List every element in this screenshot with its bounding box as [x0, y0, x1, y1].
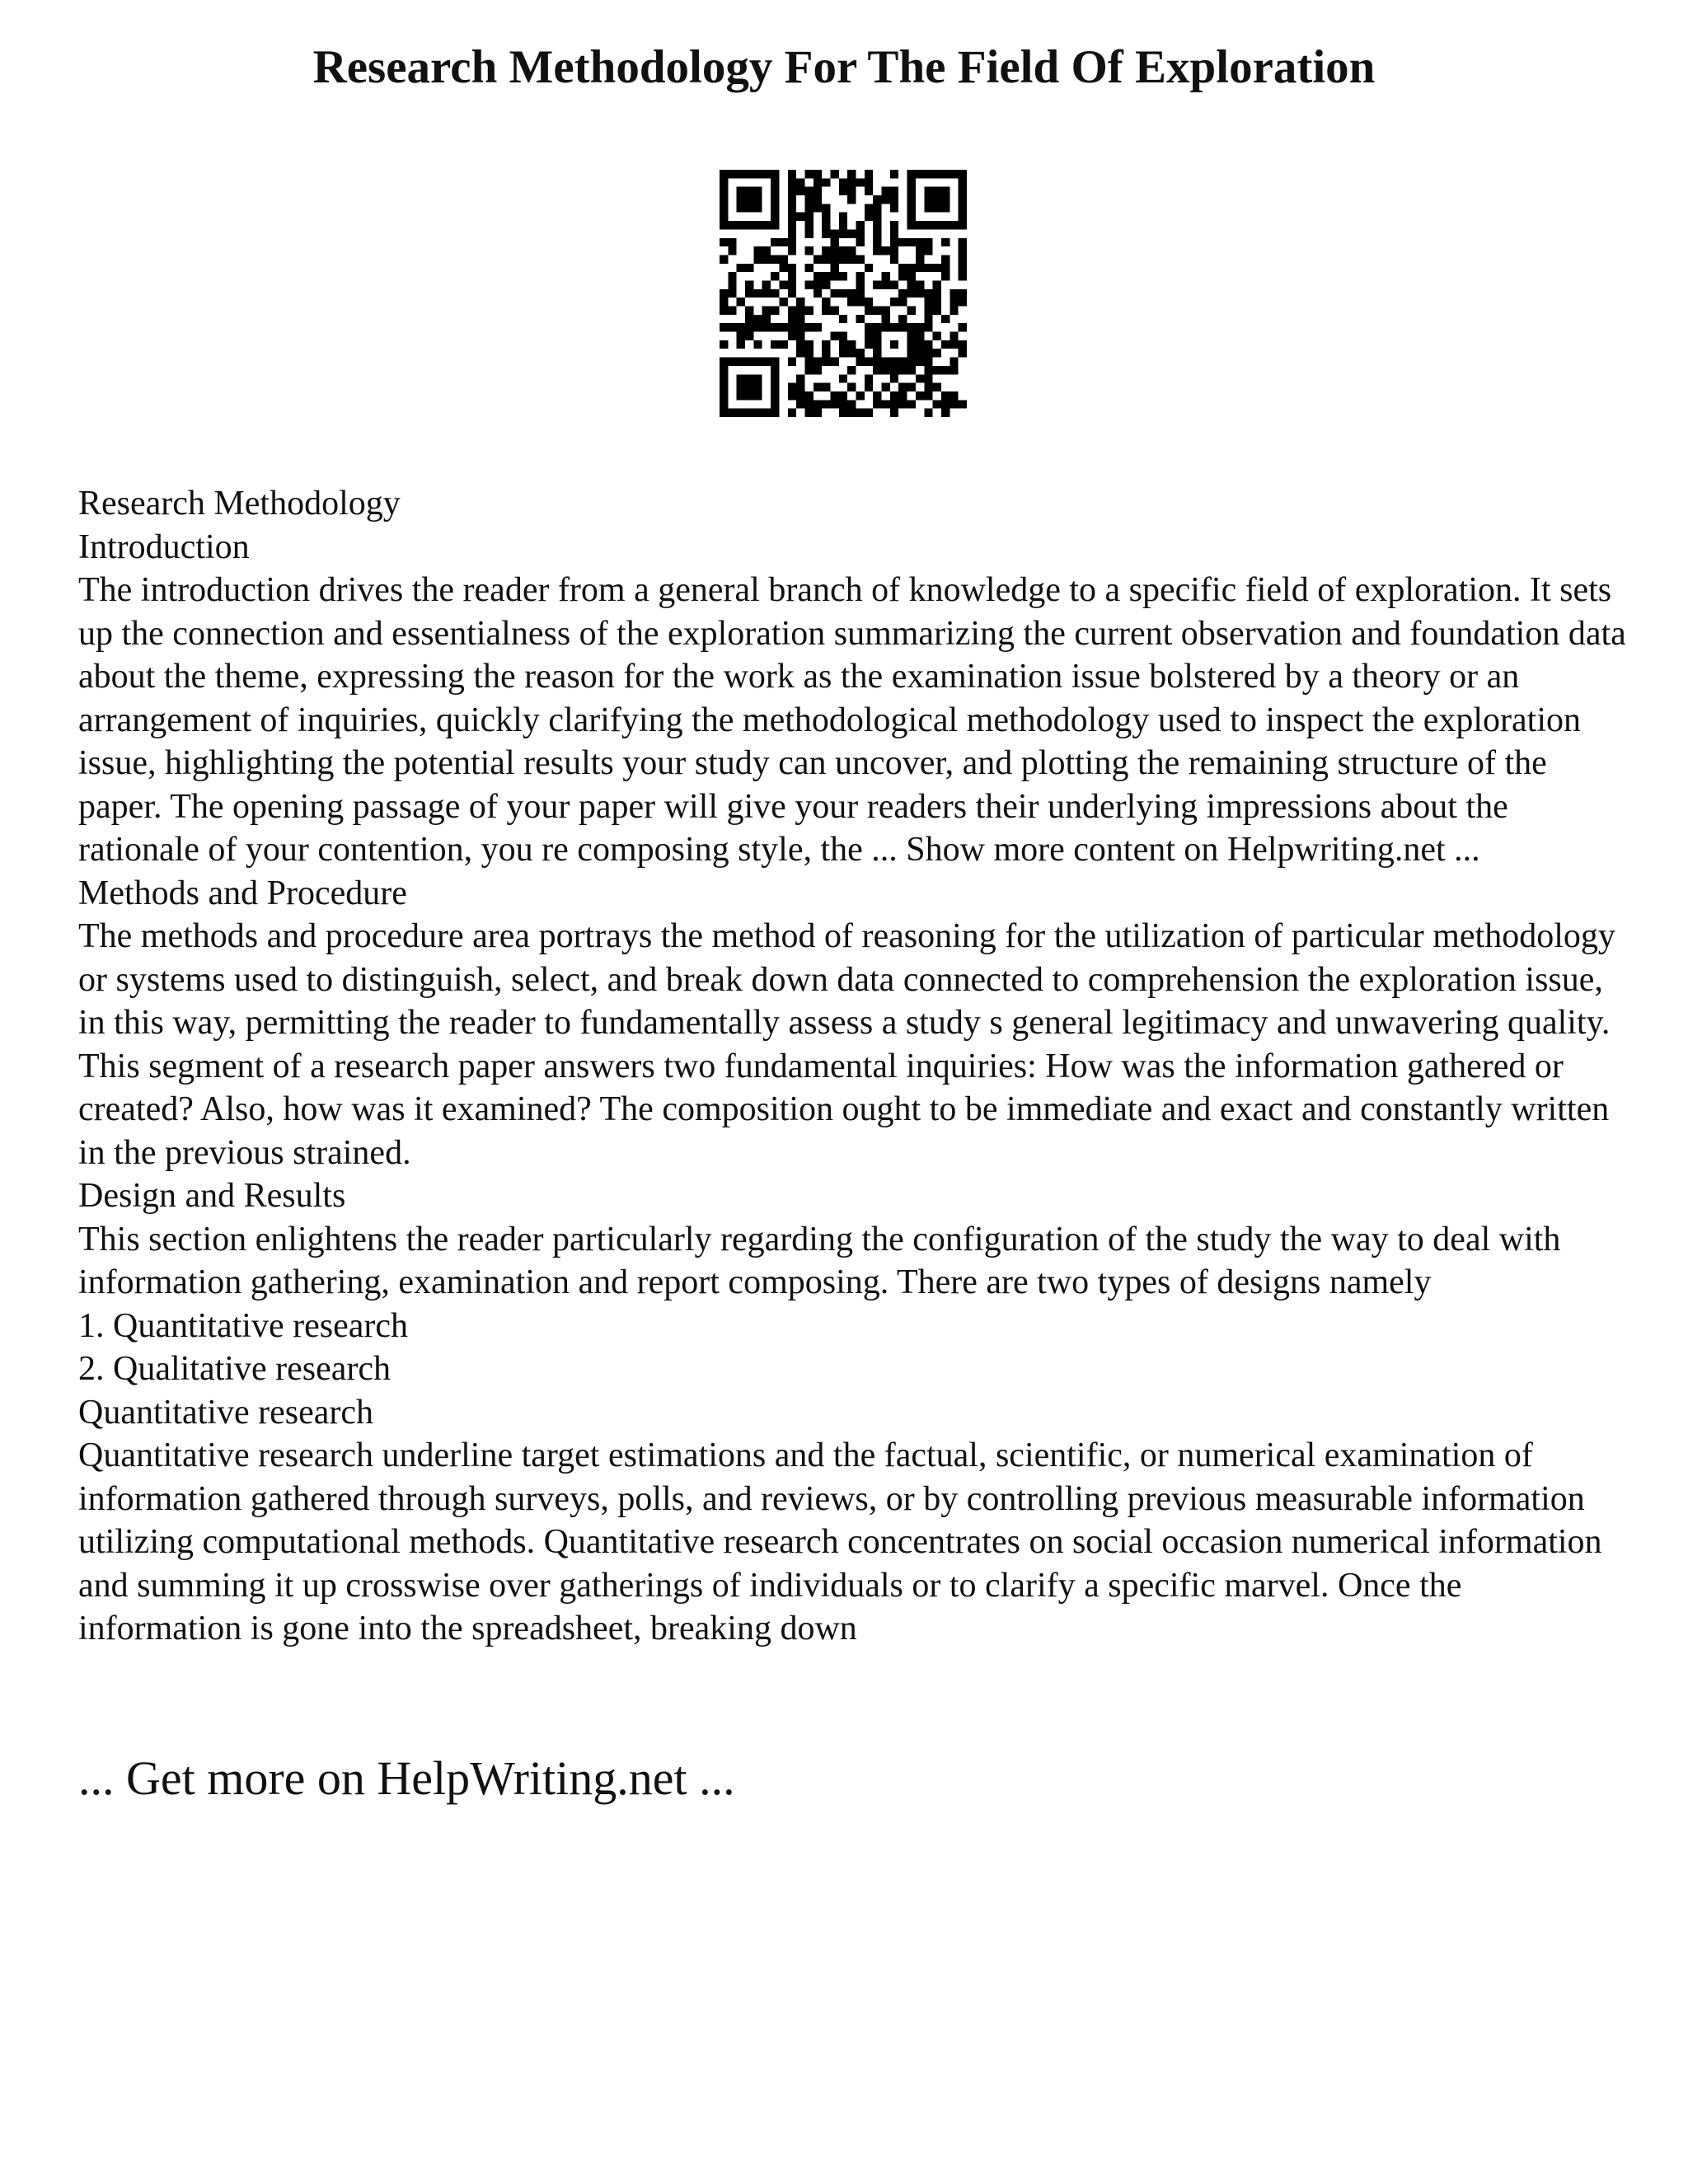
list-item-qualitative: 2. Qualitative research — [78, 1350, 391, 1388]
document-body — [78, 482, 1628, 1651]
section-heading-design-and-results: Design and Results — [78, 1177, 346, 1215]
quantitative-paragraph: Quantitative research underline target estimations and the factual, scientific, or numerical examination of information gathered through surveys, polls, and reviews, or by controlling previous measurable information utilizing computational methods. Quantitative research concentrates on social occasion numerical information and summing it up crosswise over gatherings of individuals or to clarify a specific marvel. Once the information is gone into the spreadsheet, breaking down — [78, 1436, 1602, 1647]
design-paragraph: This section enlightens the reader particularly regarding the configuration of the study the way to deal with information gathering, examination and report composing. There are two types of designs namely — [78, 1220, 1561, 1301]
introduction-paragraph: The introduction drives the reader from a general branch of knowledge to a specific field of exploration. It sets up the connection and essentialness of the exploration summarizing the current observation and foundation data about the theme, expressing the reason for the work as the examination issue bolstered by a theory or an arrangement of inquiries, quickly clarifying the methodological methodology used to inspect the exploration issue, highlighting the potential results your study can uncover, and plotting the remaining structure of the paper. The opening passage of your paper will give your readers their underlying impressions about the rationale of your contention, you re composing style, the ... Show more content on Helpwriting.net ... — [78, 571, 1626, 869]
get-more-link[interactable]: ... Get more on HelpWriting.net ... — [78, 1751, 735, 1805]
document-title: Research Methodology For The Field Of Exploration — [312, 41, 1376, 93]
list-item-quantitative: 1. Quantitative research — [78, 1306, 408, 1345]
section-heading-introduction: Introduction — [78, 527, 250, 566]
section-heading-research-methodology: Research Methodology — [78, 485, 401, 523]
qr-code-icon — [720, 170, 967, 417]
section-heading-quantitative-research: Quantitative research — [78, 1393, 373, 1432]
section-heading-methods-and-procedure: Methods and Procedure — [78, 874, 407, 912]
methods-paragraph: The methods and procedure area portrays the method of reasoning for the utilization of particular methodology or systems used to distinguish, select, and break down data connected to comprehension the exploration issue, in this way, permitting the reader to fundamentally assess a study s general legitimacy and unwavering quality. This segment of a research paper answers two fundamental inquiries: How was the information gathered or created? Also, how was it examined? The composition ought to be immediate and exact and constantly written in the previous strained. — [78, 917, 1615, 1172]
